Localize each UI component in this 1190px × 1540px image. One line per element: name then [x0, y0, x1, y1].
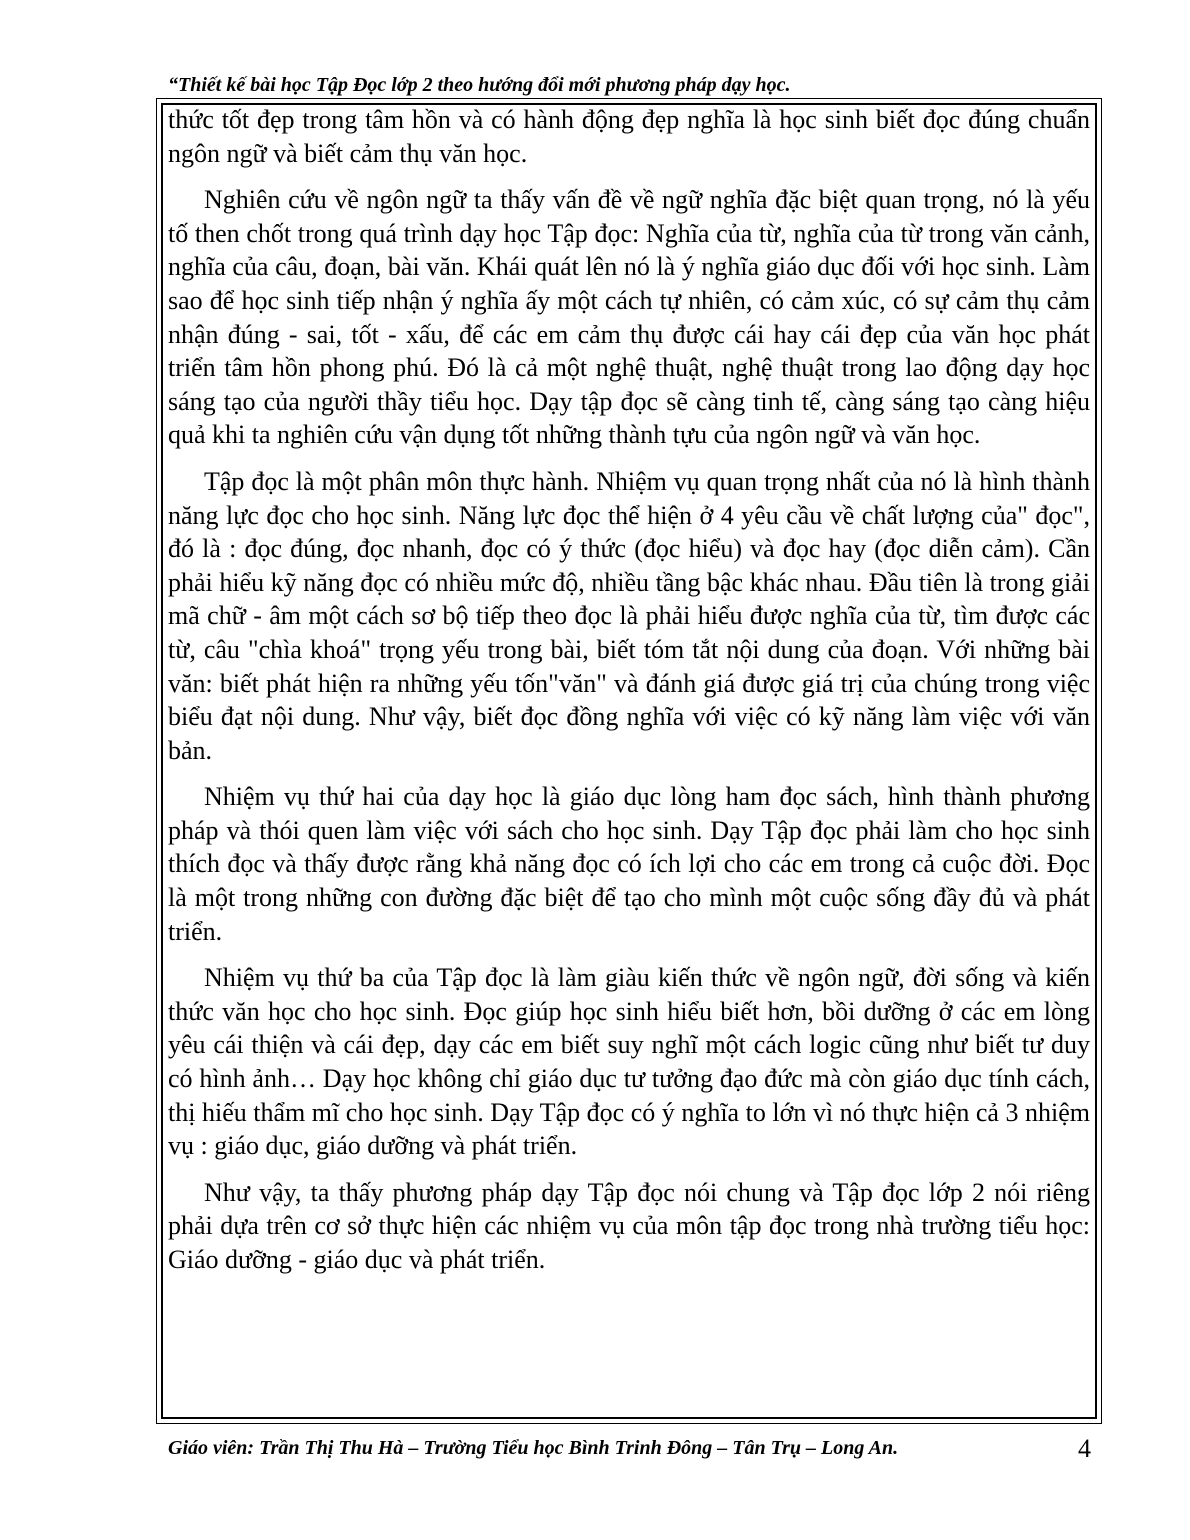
paragraph-reading-skill: Tập đọc là một phân môn thực hành. Nhiệm vụ quan trọng nhất của nó là hình thành năng lực đọc cho học sinh. Năng lực đọc thể hiện ở 4 yêu cầu về chất lượng của" đọc", đó là : đọc đúng, đọc nhanh, đọc có ý thức (đọc hiểu) và đọc hay (đọc diễn cảm). Cần phải hiểu kỹ năng đọc có nhiều mức độ, nhiều tầng bậc khác nhau. Đầu tiên là trong giải mã chữ - âm một cách sơ bộ tiếp theo đọc là phải hiểu được nghĩa của từ, tìm được các từ, câu "chìa khoá" trọng yếu trong bài, biết tóm tắt nội dung của đoạn. Với những bài văn: biết phát hiện ra những yếu tốn"văn" và đánh giá được giá trị của chúng trong việc biểu đạt nội dung. Như vậy, biết đọc đồng nghĩa với việc có kỹ năng làm việc với văn bản. — [168, 466, 1090, 765]
paragraph-task-two: Nhiệm vụ thứ hai của dạy học là giáo dục lòng ham đọc sách, hình thành phương pháp và thói quen làm việc với sách cho học sinh. Dạy Tập đọc phải làm cho học sinh thích đọc và thấy được rằng khả năng đọc có ích lợi cho các em trong cả cuộc đời. Đọc là một trong những con đường đặc biệt để tạo cho mình một cuộc sống đầy đủ và phát triển. — [168, 782, 1090, 946]
paragraph-semantics: Nghiên cứu về ngôn ngữ ta thấy vấn đề về ngữ nghĩa đặc biệt quan trọng, nó là yếu tố then chốt trong quá trình dạy học Tập đọc: Nghĩa của từ, nghĩa của từ trong văn cảnh, nghĩa của câu, đoạn, bài văn. Khái quát lên nó là ý nghĩa giáo dục đối với học sinh. Làm sao để học sinh tiếp nhận ý nghĩa ấy một cách tự nhiên, có cảm xúc, có sự cảm thụ cảm nhận đúng - sai, tốt - xấu, để các em cảm thụ được cái hay cái đẹp của văn học phát triển tâm hồn phong phú. Đó là cả một nghệ thuật, nghệ thuật trong lao động dạy học sáng tạo của người thầy tiểu học. Dạy tập đọc sẽ càng tinh tế, càng sáng tạo càng hiệu quả khi ta nghiên cứu vận dụng tốt những thành tựu của ngôn ngữ và văn học. — [168, 185, 1090, 450]
page-body — [168, 103, 1090, 1290]
paragraph-conclusion: Như vậy, ta thấy phương pháp dạy Tập đọc nói chung và Tập đọc lớp 2 nói riêng phải dựa trên cơ sở thực hiện các nhiệm vụ của môn tập đọc trong nhà trường tiểu học: Giáo dưỡng - giáo dục và phát triển. — [168, 1177, 1090, 1274]
paragraph-task-three: Nhiệm vụ thứ ba của Tập đọc là làm giàu kiến thức về ngôn ngữ, đời sống và kiến thức văn học cho học sinh. Đọc giúp học sinh hiểu biết hơn, bồi dưỡng ở các em lòng yêu cái thiện và cái đẹp, dạy các em biết suy nghĩ một cách logic cũng như biết tư duy có hình ảnh… Dạy học không chỉ giáo dục tư tưởng đạo đức mà còn giáo dục tính cách, thị hiếu thẩm mĩ cho học sinh. Dạy Tập đọc có ý nghĩa to lớn vì nó thực hiện cả 3 nhiệm vụ : giáo dục, giáo dưỡng và phát triển. — [168, 963, 1090, 1161]
paragraph-continued: thức tốt đẹp trong tâm hồn và có hành động đẹp nghĩa là học sinh biết đọc đúng chuẩn ngôn ngữ và biết cảm thụ văn học. — [168, 105, 1090, 168]
page-header: “Thiết kế bài học Tập Đọc lớp 2 theo hướng đổi mới phương pháp dạy học. — [168, 74, 791, 96]
page-number: 4 — [1078, 1434, 1091, 1463]
page-footer: Giáo viên: Trần Thị Thu Hà – Trường Tiểu học Bình Trinh Đông – Tân Trụ – Long An. — [168, 1437, 899, 1459]
